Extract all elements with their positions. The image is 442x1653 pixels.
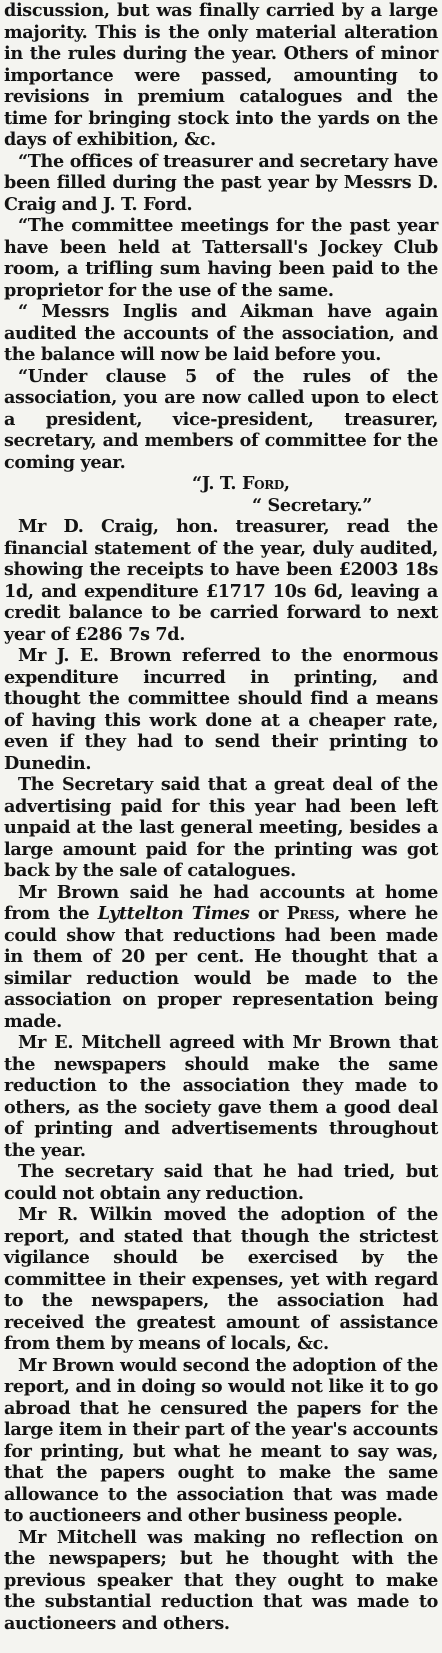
paragraph-brown-accounts-a: Mr Brown said he had accounts at home from the xyxy=(4,881,438,924)
paragraph-mitchell-agreed: Mr E. Mitchell agreed with Mr Brown that the newspapers should make the same reduction to the association they made to others, as the society gave them a good deal of printing and advertisements throughout the year. xyxy=(4,1032,438,1161)
paragraph-financial-statement: Mr D. Craig, hon. treasurer, read the financial statement of the year, duly audited, showing the receipts to have been £2003 18s 1d, and expenditure £1717 10s 6d, leaving a credit balance to be carried forward to next year of £286 7s 7d. xyxy=(4,516,438,645)
paragraph-secretary-tried: The secretary said that he had tried, but could not obtain any reduction. xyxy=(4,1161,438,1204)
paragraph-discussion: discussion, but was finally carried by a large majority. This is the only material alteration in the rules during the year. Others of minor importance were passed, amounting to revisions in premium catalogues and the time for bringing stock into the yards on the days of exhibition, &c. xyxy=(4,0,438,150)
paragraph-committee-meetings: “The committee meetings for the past year have been held at Tattersall's Jockey Club room, a trifling sum having been paid to the proprietor for the use of the same. xyxy=(4,215,438,301)
signature-title: “ Secretary.” xyxy=(252,494,373,516)
paragraph-wilkin-moved: Mr R. Wilkin moved the adoption of the report, and stated that though the strictest vigilance should be exercised by the committee in their expenses, yet with regard to the newspapers, the association had received the greatest amount of assistance from them by means of locals, &c. xyxy=(4,1204,438,1354)
paragraph-clause-5: “Under clause 5 of the rules of the association, you are now called upon to elect a president, vice-president, treasurer, secretary, and members of committee for the coming year. xyxy=(4,365,438,473)
newspaper-name-lyttelton-times: Lyttelton Times xyxy=(97,903,250,924)
paragraph-brown-accounts-c: , where he could show that reductions had been made in them of 20 per cent. He thought that a similar reduction would be made to the association on proper representation being made. xyxy=(4,903,438,1032)
paragraph-brown-accounts-b: or xyxy=(249,903,287,924)
newspaper-name-press: Press xyxy=(286,903,335,924)
paragraph-secretary-advertising: The Secretary said that a great deal of the advertising paid for this year had been left unpaid at the last general meeting, besides a large amount paid for the printing was got back by the sale of catalogues. xyxy=(4,774,438,881)
paragraph-auditors: “ Messrs Inglis and Aikman have again audited the accounts of the association, and the balance will now be laid before you. xyxy=(4,301,438,365)
signature-name: “J. T. Ford, xyxy=(192,473,290,494)
paragraph-mitchell-reflection: Mr Mitchell was making no reflection on the newspapers; but he thought with the previous speaker that they ought to make the substantial reduction that was made to auctioneers and others. xyxy=(4,1526,438,1634)
paragraph-brown-printing: Mr J. E. Brown referred to the enormous expenditure incurred in printing, and thought the committee should find a means of having this work done at a cheaper rate, even if they had to send their printing to Dunedin. xyxy=(4,645,438,774)
paragraph-offices: “The offices of treasurer and secretary have been filled during the past year by Messrs D. Craig and J. T. Ford. xyxy=(4,150,438,215)
paragraph-brown-second: Mr Brown would second the adoption of the report, and in doing so would not like it to go abroad that he censured the papers for the large item in their part of the year's accounts for printing, but what he meant to say was, that the papers ought to make the same allowance to the association that was made to auctioneers and other business people. xyxy=(4,1354,438,1526)
paragraph-brown-accounts xyxy=(4,882,438,1033)
